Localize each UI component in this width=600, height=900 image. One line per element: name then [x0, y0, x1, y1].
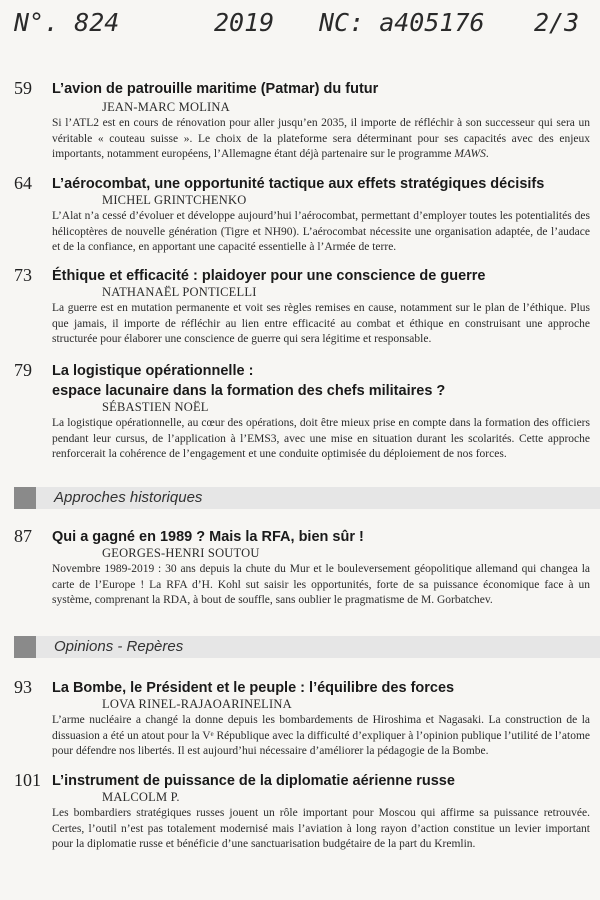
article-summary: Si l’ATL2 est en cours de rénovation pour aller jusqu’en 2035, il importe de réfléchir à son successeur qui sera un véritable « couteau suisse ». Le choix de la plateforme sera déterminant pour ses capacités avec des enjeux importants, notamment européens, l’Allemagne étant déjà partenaire sur le programme MAWS.	[52, 117, 590, 160]
article-summary: L’arme nucléaire a changé la donne depuis les bombardements de Hiroshima et Nagasaki. La construction de la dissuasion a été un atout pour la Vᵉ République avec la difficulté d’expliquer à l’opinion publique l’utilité de l’atome pour défendre nos libertés. Il est aujourd’hui nécessaire d’améliorer la pédagogie de la Bombe.	[52, 714, 590, 757]
article-title	[52, 361, 592, 401]
article-summary: Novembre 1989-2019 : 30 ans depuis la chute du Mur et le bouleversement géopolitique allemand qui changea la carte de l’Europe ! La RFA d’H. Kohl sut saisir les opportunités, forte de sa puissance économique face à un système, comprenant la RDA, à bout de souffle, sans oublier le pragmatisme de M. Gorbatchev.	[52, 563, 590, 606]
section-title: Opinions - Repères	[54, 638, 184, 655]
handwritten-page: 2/3	[534, 8, 580, 37]
article-title: Qui a gagné en 1989 ? Mais la RFA, bien sûr !	[52, 529, 364, 545]
article-author: LOVA RINEL-RAJAOARINELINA	[102, 697, 292, 711]
article-title: L’avion de patrouille maritime (Patmar) du futur	[52, 81, 379, 97]
article-summary: L’Alat n’a cessé d’évoluer et développe aujourd’hui l’aérocombat, permettant d’employer toutes les potentialités des hélicoptères de nouvelle génération (Tigre et NH90). L’aérocombat nécessite une organisation adaptée, de l’audace et de la confiance, en apportant une capacité essentielle à l’Armée de terre.	[52, 210, 590, 253]
section-title: Approches historiques	[54, 489, 203, 506]
article-title: La Bombe, le Président et le peuple : l’équilibre des forces	[52, 680, 455, 696]
article-title-line: espace lacunaire dans la formation des chefs militaires ?	[52, 383, 446, 399]
article-title-line: La logistique opérationnelle :	[52, 363, 254, 379]
article-title: L’instrument de puissance de la diplomatie aérienne russe	[52, 773, 455, 789]
article-author: MALCOLM P.	[102, 790, 180, 804]
article-author: GEORGES-HENRI SOUTOU	[102, 546, 260, 560]
article-title: Éthique et efficacité : plaidoyer pour une conscience de guerre	[52, 268, 486, 284]
section-header	[14, 636, 600, 658]
page-number: 64	[14, 173, 32, 193]
handwritten-number: N°. 824	[14, 8, 120, 37]
page-number: 73	[14, 265, 32, 285]
article-summary: Les bombardiers stratégiques russes jouent un rôle important pour Moscou qui affirme sa puissance retrouvée. Certes, l’outil n’est pas totalement modernisé mais l’aviation à long rayon d’action constitue un levier important pour la diplomatie russe et bénéficie d’une sanctuarisation budgétaire de la part du Kremlin.	[52, 807, 590, 850]
page-number: 93	[14, 677, 32, 697]
handwritten-annotation	[14, 6, 586, 46]
page-number: 79	[14, 360, 32, 380]
article-author: NATHANAËL PONTICELLI	[102, 285, 257, 299]
section-marker	[14, 487, 36, 509]
article-summary: La logistique opérationnelle, au cœur des opérations, doit être mieux prise en compte dans la formation des officiers pendant leur cursus, de l’application à l’EMS3, avec une mise en situation durant les scolarités. Cette approche renforcerait la cohérence de l’engagement et une conduite optimisée du déploiement de nos forces.	[52, 417, 590, 460]
section-marker	[14, 636, 36, 658]
article-author: MICHEL GRINTCHENKO	[102, 193, 247, 207]
handwritten-nc: NC: a405176	[319, 8, 485, 37]
section-header	[14, 487, 600, 509]
summary-emphasis: MAWS	[454, 148, 486, 160]
handwritten-year: 2019	[214, 8, 275, 37]
page-number: 87	[14, 526, 32, 546]
page-number: 59	[14, 78, 32, 98]
article-summary: La guerre est en mutation permanente et voit ses règles remises en cause, notamment sur le plan de l’éthique. Plus que jamais, il importe de réfléchir au lien entre efficacité au combat et éthique en construisant une approche structurée pour élaborer une conscience de guerre qui sera légitime et responsable.	[52, 302, 590, 345]
article-title: L’aérocombat, une opportunité tactique aux effets stratégiques décisifs	[52, 176, 545, 192]
page-number: 101	[14, 770, 41, 790]
article-author: JEAN-MARC MOLINA	[102, 100, 230, 114]
article-author: SÉBASTIEN NOËL	[102, 400, 209, 414]
